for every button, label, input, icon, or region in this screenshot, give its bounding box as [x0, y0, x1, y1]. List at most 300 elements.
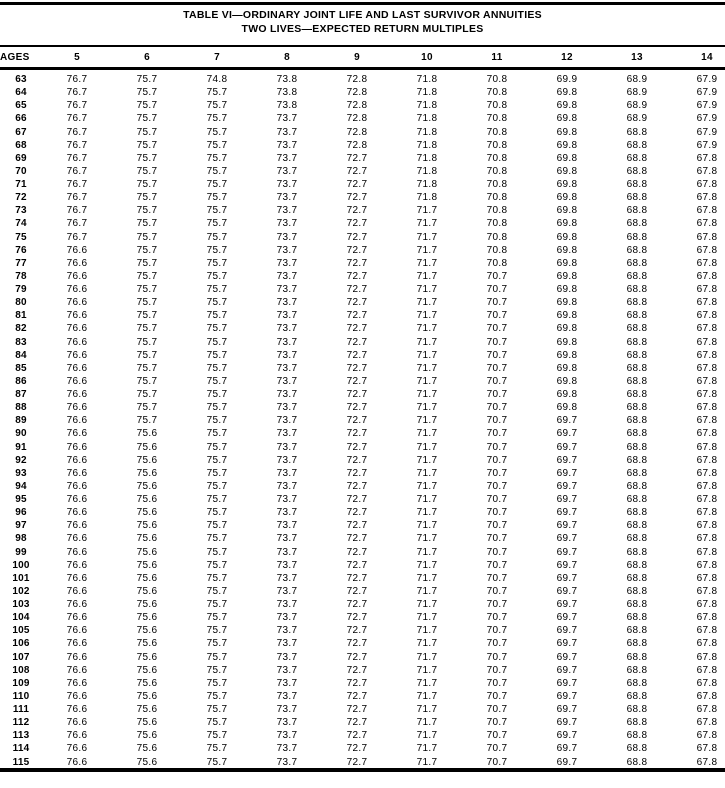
value-cell: 72.7	[346, 192, 368, 204]
table-row	[0, 480, 725, 493]
value-cell: 73.7	[276, 756, 298, 768]
value-cell: 76.7	[66, 165, 88, 177]
value-cell: 70.7	[486, 572, 508, 584]
table-row	[0, 336, 725, 349]
value-cell: 69.8	[556, 218, 578, 230]
value-cell: 71.7	[416, 375, 438, 387]
value-cell: 71.7	[416, 704, 438, 715]
annuity-multiples-table	[0, 45, 725, 769]
value-cell: 75.7	[206, 415, 228, 427]
age-cell: 104	[12, 612, 30, 624]
age-cell: 66	[15, 113, 27, 125]
value-cell: 73.7	[276, 297, 298, 309]
value-cell: 75.6	[136, 585, 158, 597]
value-cell: 70.7	[486, 467, 508, 479]
age-cell: 81	[15, 310, 27, 322]
age-cell: 63	[15, 74, 27, 85]
value-cell: 76.6	[66, 454, 88, 466]
value-cell: 76.7	[66, 113, 88, 125]
value-cell: 70.7	[486, 651, 508, 663]
value-cell: 67.8	[696, 284, 718, 295]
value-cell: 73.8	[276, 87, 298, 99]
value-cell: 69.7	[556, 717, 578, 729]
value-cell: 72.8	[346, 126, 368, 138]
value-cell: 76.6	[66, 389, 88, 400]
age-cell: 90	[15, 428, 27, 440]
value-cell: 68.8	[626, 428, 648, 440]
value-cell: 69.8	[556, 362, 578, 374]
value-cell: 75.7	[206, 743, 228, 755]
value-cell: 73.7	[276, 480, 298, 492]
value-cell: 75.7	[206, 599, 228, 610]
header-ages: AGES	[0, 46, 42, 69]
age-cell: 95	[15, 494, 27, 505]
value-cell: 72.7	[346, 677, 368, 689]
header-col-14: 14	[672, 46, 725, 69]
value-cell: 68.8	[626, 533, 648, 545]
table-row	[0, 191, 725, 204]
value-cell: 76.7	[66, 218, 88, 230]
value-cell: 75.7	[136, 126, 158, 138]
value-cell: 73.7	[276, 152, 298, 164]
value-cell: 67.8	[696, 546, 718, 558]
table-header	[0, 46, 725, 69]
value-cell: 68.8	[626, 389, 648, 400]
value-cell: 68.8	[626, 402, 648, 414]
value-cell: 75.7	[206, 677, 228, 689]
value-cell: 73.7	[276, 651, 298, 663]
value-cell: 72.7	[346, 389, 368, 400]
value-cell: 73.7	[276, 113, 298, 125]
value-cell: 69.8	[556, 336, 578, 348]
value-cell: 76.7	[66, 100, 88, 112]
value-cell: 68.8	[626, 625, 648, 637]
value-cell: 67.8	[696, 651, 718, 663]
age-cell: 70	[15, 165, 27, 177]
value-cell: 76.7	[66, 74, 88, 85]
value-cell: 69.7	[556, 625, 578, 637]
age-cell: 91	[15, 441, 27, 453]
value-cell: 68.8	[626, 310, 648, 322]
table-row	[0, 112, 725, 125]
age-cell: 84	[15, 349, 27, 361]
value-cell: 72.7	[346, 638, 368, 650]
value-cell: 68.8	[626, 638, 648, 650]
value-cell: 72.7	[346, 165, 368, 177]
value-cell: 71.7	[416, 257, 438, 269]
value-cell: 69.7	[556, 559, 578, 571]
value-cell: 67.8	[696, 205, 718, 217]
value-cell: 75.7	[136, 244, 158, 256]
value-cell: 72.7	[346, 494, 368, 505]
value-cell: 72.7	[346, 402, 368, 414]
value-cell: 69.8	[556, 205, 578, 217]
value-cell: 72.7	[346, 730, 368, 742]
value-cell: 69.7	[556, 756, 578, 768]
value-cell: 75.7	[206, 585, 228, 597]
value-cell: 71.7	[416, 297, 438, 309]
value-cell: 73.8	[276, 74, 298, 85]
value-cell: 67.9	[696, 87, 718, 99]
age-cell: 114	[12, 743, 30, 755]
value-cell: 68.8	[626, 152, 648, 164]
value-cell: 69.7	[556, 454, 578, 466]
value-cell: 72.7	[346, 244, 368, 256]
value-cell: 75.7	[206, 323, 228, 335]
value-cell: 72.7	[346, 323, 368, 335]
value-cell: 76.6	[66, 428, 88, 440]
value-cell: 75.6	[136, 480, 158, 492]
value-cell: 73.7	[276, 375, 298, 387]
age-cell: 73	[15, 205, 27, 217]
value-cell: 76.6	[66, 756, 88, 768]
value-cell: 75.6	[136, 572, 158, 584]
value-cell: 72.7	[346, 599, 368, 610]
value-cell: 67.8	[696, 533, 718, 545]
value-cell: 67.8	[696, 362, 718, 374]
value-cell: 67.8	[696, 599, 718, 610]
value-cell: 76.6	[66, 612, 88, 624]
value-cell: 71.7	[416, 717, 438, 729]
table-row	[0, 270, 725, 283]
table-body	[0, 69, 725, 769]
table-row	[0, 375, 725, 388]
value-cell: 76.6	[66, 257, 88, 269]
table-row	[0, 69, 725, 87]
value-cell: 69.7	[556, 651, 578, 663]
value-cell: 76.7	[66, 205, 88, 217]
value-cell: 67.8	[696, 467, 718, 479]
value-cell: 75.6	[136, 533, 158, 545]
value-cell: 75.6	[136, 467, 158, 479]
value-cell: 68.9	[626, 100, 648, 112]
value-cell: 73.7	[276, 520, 298, 532]
value-cell: 75.6	[136, 743, 158, 755]
bottom-rule	[0, 768, 725, 772]
value-cell: 71.7	[416, 507, 438, 519]
value-cell: 68.8	[626, 244, 648, 256]
value-cell: 76.6	[66, 638, 88, 650]
value-cell: 73.7	[276, 126, 298, 138]
value-cell: 75.6	[136, 677, 158, 689]
value-cell: 69.8	[556, 165, 578, 177]
value-cell: 75.7	[136, 323, 158, 335]
value-cell: 75.7	[136, 231, 158, 243]
value-cell: 73.7	[276, 717, 298, 729]
table-row	[0, 441, 725, 454]
value-cell: 75.7	[206, 113, 228, 125]
value-cell: 70.7	[486, 756, 508, 768]
value-cell: 73.7	[276, 349, 298, 361]
value-cell: 68.8	[626, 730, 648, 742]
age-cell: 64	[15, 87, 27, 99]
table-row	[0, 257, 725, 270]
value-cell: 73.7	[276, 704, 298, 715]
value-cell: 72.7	[346, 585, 368, 597]
value-cell: 71.7	[416, 467, 438, 479]
table-row	[0, 139, 725, 152]
age-cell: 80	[15, 297, 27, 309]
age-cell: 98	[15, 533, 27, 545]
value-cell: 69.8	[556, 270, 578, 282]
value-cell: 75.6	[136, 428, 158, 440]
value-cell: 72.7	[346, 179, 368, 190]
value-cell: 75.7	[136, 336, 158, 348]
age-cell: 74	[15, 218, 27, 230]
value-cell: 70.8	[486, 113, 508, 125]
value-cell: 68.8	[626, 559, 648, 571]
value-cell: 76.6	[66, 349, 88, 361]
value-cell: 69.8	[556, 192, 578, 204]
value-cell: 67.8	[696, 690, 718, 702]
value-cell: 68.8	[626, 218, 648, 230]
table-row	[0, 532, 725, 545]
value-cell: 72.7	[346, 441, 368, 453]
value-cell: 71.7	[416, 625, 438, 637]
value-cell: 73.7	[276, 441, 298, 453]
value-cell: 71.7	[416, 231, 438, 243]
value-cell: 69.8	[556, 284, 578, 295]
value-cell: 73.7	[276, 599, 298, 610]
age-cell: 72	[15, 192, 27, 204]
value-cell: 68.8	[626, 612, 648, 624]
value-cell: 67.8	[696, 244, 718, 256]
table-row	[0, 362, 725, 375]
header-col-9: 9	[322, 46, 392, 69]
age-cell: 96	[15, 507, 27, 519]
value-cell: 75.7	[136, 389, 158, 400]
table-row	[0, 231, 725, 244]
value-cell: 71.7	[416, 559, 438, 571]
value-cell: 68.8	[626, 139, 648, 151]
value-cell: 75.7	[136, 257, 158, 269]
value-cell: 75.7	[206, 625, 228, 637]
value-cell: 70.7	[486, 441, 508, 453]
value-cell: 67.8	[696, 441, 718, 453]
value-cell: 67.8	[696, 389, 718, 400]
table-row	[0, 585, 725, 598]
value-cell: 68.8	[626, 323, 648, 335]
table-row	[0, 454, 725, 467]
value-cell: 67.8	[696, 257, 718, 269]
age-cell: 103	[12, 599, 30, 610]
table-row	[0, 244, 725, 257]
value-cell: 68.9	[626, 113, 648, 125]
age-cell: 78	[15, 270, 27, 282]
value-cell: 67.8	[696, 664, 718, 676]
table-row	[0, 559, 725, 572]
value-cell: 70.7	[486, 559, 508, 571]
value-cell: 67.8	[696, 625, 718, 637]
value-cell: 70.7	[486, 677, 508, 689]
value-cell: 68.8	[626, 375, 648, 387]
top-rule	[0, 2, 725, 5]
value-cell: 73.7	[276, 415, 298, 427]
value-cell: 70.7	[486, 533, 508, 545]
value-cell: 69.8	[556, 231, 578, 243]
age-cell: 105	[12, 625, 30, 637]
value-cell: 75.7	[206, 389, 228, 400]
table-row	[0, 519, 725, 532]
value-cell: 70.7	[486, 415, 508, 427]
value-cell: 71.7	[416, 533, 438, 545]
value-cell: 70.7	[486, 612, 508, 624]
value-cell: 69.9	[556, 74, 578, 85]
value-cell: 67.8	[696, 756, 718, 768]
value-cell: 67.8	[696, 152, 718, 164]
value-cell: 76.7	[66, 126, 88, 138]
value-cell: 75.7	[206, 257, 228, 269]
value-cell: 68.8	[626, 454, 648, 466]
value-cell: 70.8	[486, 165, 508, 177]
value-cell: 67.8	[696, 559, 718, 571]
header-col-13: 13	[602, 46, 672, 69]
value-cell: 72.7	[346, 480, 368, 492]
value-cell: 69.8	[556, 310, 578, 322]
value-cell: 76.6	[66, 625, 88, 637]
table-title-line1: TABLE VI—ORDINARY JOINT LIFE AND LAST SURVIVOR ANNUITIES	[183, 9, 542, 21]
age-cell: 86	[15, 375, 27, 387]
value-cell: 68.8	[626, 599, 648, 610]
value-cell: 76.6	[66, 730, 88, 742]
value-cell: 70.7	[486, 375, 508, 387]
value-cell: 72.7	[346, 415, 368, 427]
value-cell: 67.8	[696, 494, 718, 505]
value-cell: 69.8	[556, 152, 578, 164]
value-cell: 70.7	[486, 428, 508, 440]
value-cell: 70.8	[486, 257, 508, 269]
value-cell: 69.8	[556, 139, 578, 151]
age-cell: 115	[12, 756, 30, 768]
value-cell: 70.7	[486, 494, 508, 505]
value-cell: 76.6	[66, 677, 88, 689]
value-cell: 75.7	[206, 730, 228, 742]
table-row	[0, 178, 725, 191]
value-cell: 71.7	[416, 415, 438, 427]
value-cell: 70.8	[486, 100, 508, 112]
value-cell: 75.7	[136, 297, 158, 309]
age-cell: 99	[15, 546, 27, 558]
value-cell: 71.8	[416, 165, 438, 177]
value-cell: 72.7	[346, 284, 368, 295]
table-title-line2: TWO LIVES—EXPECTED RETURN MULTIPLES	[241, 23, 484, 35]
value-cell: 75.7	[136, 165, 158, 177]
age-cell: 112	[12, 717, 30, 729]
value-cell: 67.8	[696, 704, 718, 715]
value-cell: 71.7	[416, 270, 438, 282]
table-row	[0, 401, 725, 414]
value-cell: 75.7	[136, 179, 158, 190]
value-cell: 69.8	[556, 257, 578, 269]
value-cell: 76.6	[66, 651, 88, 663]
value-cell: 75.7	[206, 100, 228, 112]
value-cell: 75.7	[206, 756, 228, 768]
value-cell: 71.7	[416, 218, 438, 230]
value-cell: 72.8	[346, 87, 368, 99]
value-cell: 68.8	[626, 572, 648, 584]
age-cell: 100	[12, 559, 30, 571]
value-cell: 72.7	[346, 690, 368, 702]
value-cell: 69.8	[556, 375, 578, 387]
value-cell: 69.8	[556, 87, 578, 99]
value-cell: 72.7	[346, 297, 368, 309]
value-cell: 70.8	[486, 218, 508, 230]
value-cell: 71.7	[416, 651, 438, 663]
value-cell: 75.7	[136, 139, 158, 151]
table-row	[0, 546, 725, 559]
table-row	[0, 677, 725, 690]
value-cell: 70.7	[486, 743, 508, 755]
value-cell: 72.7	[346, 336, 368, 348]
value-cell: 70.7	[486, 349, 508, 361]
age-cell: 108	[12, 664, 30, 676]
value-cell: 69.7	[556, 415, 578, 427]
age-cell: 76	[15, 244, 27, 256]
value-cell: 71.7	[416, 205, 438, 217]
value-cell: 75.6	[136, 651, 158, 663]
value-cell: 75.6	[136, 664, 158, 676]
value-cell: 68.8	[626, 126, 648, 138]
age-cell: 85	[15, 362, 27, 374]
value-cell: 70.7	[486, 310, 508, 322]
value-cell: 72.7	[346, 572, 368, 584]
value-cell: 68.8	[626, 520, 648, 532]
value-cell: 69.8	[556, 126, 578, 138]
value-cell: 75.7	[136, 284, 158, 295]
value-cell: 76.6	[66, 743, 88, 755]
value-cell: 68.8	[626, 743, 648, 755]
value-cell: 68.9	[626, 87, 648, 99]
value-cell: 72.7	[346, 152, 368, 164]
value-cell: 73.7	[276, 402, 298, 414]
value-cell: 72.7	[346, 704, 368, 715]
value-cell: 75.7	[206, 152, 228, 164]
value-cell: 71.8	[416, 100, 438, 112]
value-cell: 75.7	[136, 113, 158, 125]
value-cell: 76.6	[66, 284, 88, 295]
value-cell: 75.7	[206, 270, 228, 282]
table-row	[0, 349, 725, 362]
age-cell: 113	[12, 730, 30, 742]
value-cell: 76.6	[66, 270, 88, 282]
value-cell: 67.8	[696, 349, 718, 361]
age-cell: 75	[15, 231, 27, 243]
value-cell: 70.8	[486, 231, 508, 243]
value-cell: 71.7	[416, 454, 438, 466]
value-cell: 70.7	[486, 480, 508, 492]
value-cell: 69.7	[556, 690, 578, 702]
value-cell: 72.8	[346, 113, 368, 125]
value-cell: 69.7	[556, 467, 578, 479]
value-cell: 75.6	[136, 612, 158, 624]
value-cell: 73.7	[276, 323, 298, 335]
value-cell: 70.7	[486, 638, 508, 650]
value-cell: 73.7	[276, 664, 298, 676]
age-cell: 111	[12, 704, 30, 715]
value-cell: 75.7	[206, 651, 228, 663]
value-cell: 70.8	[486, 139, 508, 151]
value-cell: 76.6	[66, 467, 88, 479]
value-cell: 72.7	[346, 533, 368, 545]
value-cell: 67.9	[696, 113, 718, 125]
value-cell: 75.7	[206, 520, 228, 532]
value-cell: 71.8	[416, 139, 438, 151]
value-cell: 76.7	[66, 179, 88, 190]
value-cell: 68.8	[626, 704, 648, 715]
age-cell: 67	[15, 126, 27, 138]
value-cell: 68.8	[626, 441, 648, 453]
header-col-7: 7	[182, 46, 252, 69]
